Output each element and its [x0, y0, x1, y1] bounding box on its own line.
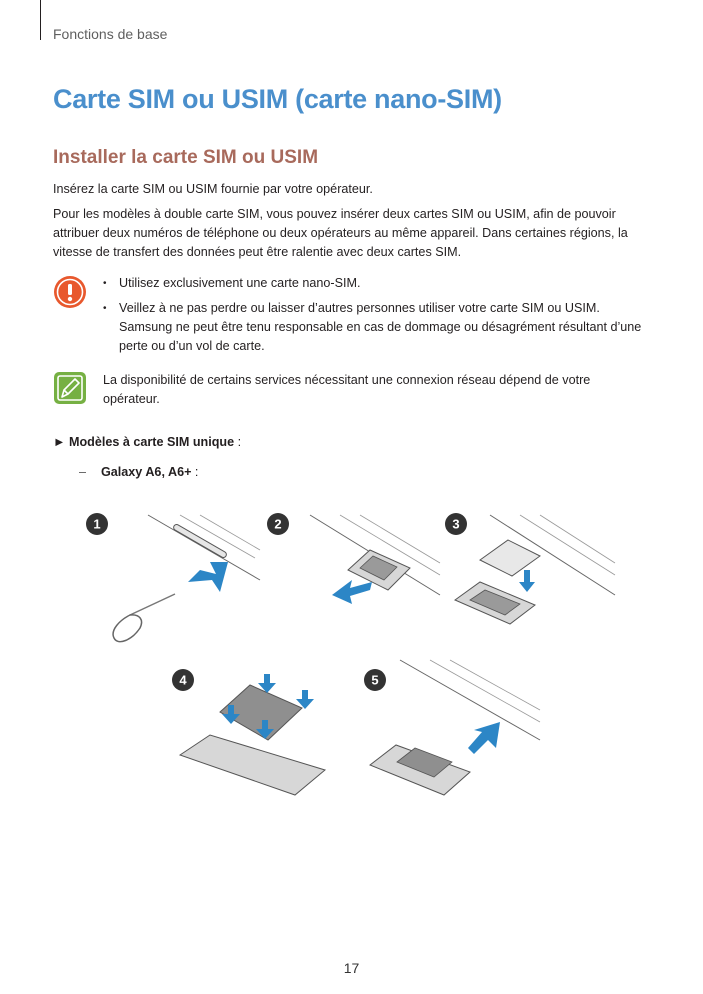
- warning-list: [103, 274, 653, 362]
- svg-text:4: 4: [179, 672, 187, 688]
- svg-text:5: 5: [371, 672, 379, 688]
- model-subheading-label: Galaxy A6, A6+: [101, 465, 192, 479]
- step-badge-4: [172, 669, 194, 691]
- step3-place-card-illustration: [455, 515, 615, 624]
- svg-text:1: 1: [93, 516, 101, 532]
- warning-item: • Veillez à ne pas perdre ou laisser d’autres personnes utiliser votre carte SIM ou USIM. Samsung ne peut être tenu responsable en cas de dommage ou désagrément résultant d’une perte ou d’un vol de carte.: [103, 299, 653, 356]
- step2-pull-tray-illustration: [310, 515, 440, 604]
- note-icon: [53, 371, 87, 405]
- intro-paragraph: Insérez la carte SIM ou USIM fournie par votre opérateur.: [53, 182, 373, 196]
- model-heading-label: Modèles à carte SIM unique: [68, 435, 235, 449]
- dual-sim-paragraph: Pour les modèles à double carte SIM, vous pouvez insérer deux cartes SIM ou USIM, afin de pouvoir attribuer deux numéros de téléphone ou deux opérateurs au même appareil. Dans certaines régions, la vitesse de transfert des données peut être ralentie avec deux cartes SIM.: [53, 207, 628, 259]
- warning-icon: [53, 275, 87, 309]
- page-title: Carte SIM ou USIM (carte nano-SIM): [53, 84, 502, 114]
- model-heading: [53, 435, 241, 449]
- header-rule: [40, 0, 41, 40]
- step1-eject-pin-illustration: [113, 515, 260, 642]
- note-text: La disponibilité de certains services nécessitant une connexion réseau dépend de votre opérateur.: [103, 373, 591, 406]
- warning-item: • Utilisez exclusivement une carte nano-SIM.: [103, 274, 653, 293]
- step-badge-5: [364, 669, 386, 691]
- sim-installation-illustration: [70, 500, 650, 830]
- model-heading-suffix: :: [234, 435, 242, 449]
- section-subtitle: Installer la carte SIM ou USIM: [53, 147, 319, 168]
- step5-insert-tray-illustration: [370, 660, 540, 795]
- step-badge-1: [86, 513, 108, 535]
- model-subheading: [79, 465, 198, 479]
- svg-text:3: 3: [452, 516, 460, 532]
- step-badge-3: [445, 513, 467, 535]
- model-subheading-suffix: :: [191, 465, 199, 479]
- page-number: 17: [343, 960, 360, 976]
- step4-press-card-illustration: [180, 674, 325, 795]
- step-badge-2: [267, 513, 289, 535]
- section-header: Fonctions de base: [53, 26, 168, 42]
- svg-text:2: 2: [274, 516, 282, 532]
- triangle-marker-icon: ►: [53, 435, 66, 449]
- dash-marker: –: [79, 465, 87, 479]
